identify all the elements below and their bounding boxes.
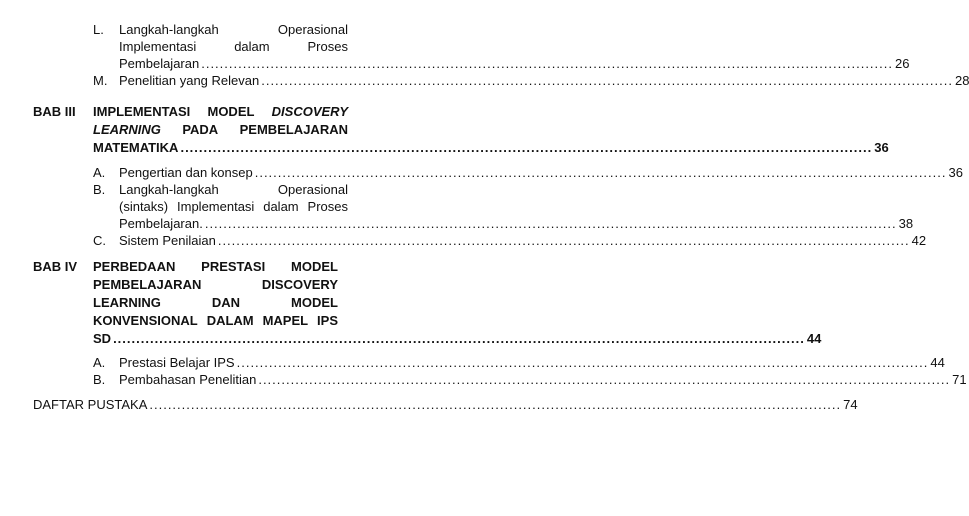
entry-b3B-letter: B. [93, 182, 106, 197]
entry-M-letter: M. [93, 73, 108, 88]
chapter-title-bab4-line1 [93, 259, 338, 275]
leader-dots: ...................................................................................................................................................... [261, 73, 953, 88]
word: MAPEL [262, 313, 309, 328]
chapter-title-bab4-line5: SD [93, 331, 112, 346]
word: MODEL [207, 104, 255, 119]
leader-dots: ...................................................................................................................................................... [201, 56, 893, 71]
word: Proses [307, 199, 348, 214]
word: PEMBELAJARAN [93, 277, 202, 292]
word: PEMBELAJARAN [239, 122, 348, 137]
toc-entry-bab3[interactable] [93, 140, 889, 156]
entry-b3A-letter: A. [93, 165, 106, 180]
toc-entry-b4A[interactable] [119, 355, 945, 371]
word: MODEL [291, 295, 338, 310]
entry-b3B-line2 [119, 199, 348, 215]
word: PADA [182, 122, 219, 137]
page-number: 42 [911, 233, 927, 248]
page-number: 38 [898, 216, 914, 231]
chapter-title-bab4-line4 [93, 313, 338, 329]
toc-entry-b4B[interactable] [119, 372, 967, 388]
toc-entry-b3B[interactable] [119, 216, 914, 232]
entry-b3A-title: Pengertian dan konsep [119, 165, 253, 180]
word: (sintaks) [119, 199, 169, 214]
page-number: 26 [895, 56, 910, 71]
word: Implementasi [119, 39, 197, 54]
leader-dots: ...................................................................................................................................................... [217, 233, 910, 248]
word: LEARNING [93, 295, 161, 310]
word: IMPLEMENTASI [93, 104, 191, 119]
word: Proses [307, 39, 348, 54]
leader-dots: ...................................................................................................................................................... [149, 397, 842, 412]
word: DALAM [206, 313, 254, 328]
entry-b4A-title: Prestasi Belajar IPS [119, 355, 235, 370]
leader-dots: ...................................................................................................................................................... [180, 140, 873, 155]
leader-dots: ...................................................................................................................................................... [113, 331, 805, 346]
word: Operasional [277, 22, 348, 37]
entry-b4B-title: Pembahasan Penelitian [119, 372, 257, 387]
word: DISCOVERY [261, 277, 338, 292]
leader-dots: ...................................................................................................................................................... [204, 216, 897, 231]
word: IPS [317, 313, 338, 328]
toc-entry-b3A[interactable] [119, 165, 963, 181]
entry-b3C-letter: C. [93, 233, 106, 248]
word: KONVENSIONAL [93, 313, 198, 328]
chapter-title-bab3-line3: MATEMATIKA [93, 140, 179, 155]
chapter-title-bab3-line1 [93, 104, 348, 120]
chapter-label-bab3: BAB III [33, 104, 76, 119]
entry-b3C-title: Sistem Penilaian [119, 233, 216, 248]
word: dalam [263, 199, 299, 214]
page-number: 28 [955, 73, 969, 88]
chapter-label-bab4: BAB IV [33, 259, 78, 274]
entry-L-line2 [119, 39, 348, 55]
entry-b4A-letter: A. [93, 355, 106, 370]
entry-L-line1 [119, 22, 348, 38]
chapter-title-bab4-line3 [93, 295, 338, 311]
entry-L-line3: Pembelajaran [119, 56, 200, 71]
word: dalam [234, 39, 270, 54]
toc-entry-b3C[interactable] [119, 233, 927, 249]
leader-dots: ...................................................................................................................................................... [254, 165, 947, 180]
toc-entry-L[interactable] [119, 56, 910, 72]
word: Implementasi [177, 199, 255, 214]
leader-dots: ...................................................................................................................................................... [236, 355, 929, 370]
entry-M-title: Penelitian yang Relevan [119, 73, 260, 88]
entry-b3B-line3: Pembelajaran. [119, 216, 203, 231]
word: DISCOVERY [271, 104, 348, 119]
entry-b4B-letter: B. [93, 372, 106, 387]
page-number: 44 [930, 355, 945, 370]
page-number: 71 [952, 372, 967, 387]
page-number: 74 [843, 397, 858, 412]
word: Langkah-langkah [119, 22, 219, 37]
page-number: 44 [806, 331, 822, 346]
daftar-pustaka-title: DAFTAR PUSTAKA [33, 397, 148, 412]
word: Operasional [277, 182, 348, 197]
word: PERBEDAAN [93, 259, 176, 274]
toc-entry-daftar-pustaka[interactable] [33, 397, 858, 413]
toc-entry-bab4[interactable] [93, 331, 822, 347]
page-number: 36 [874, 140, 889, 155]
chapter-title-bab3-line2 [93, 122, 348, 138]
entry-b3B-line1 [119, 182, 348, 198]
chapter-title-bab4-line2 [93, 277, 338, 293]
word: PRESTASI [201, 259, 266, 274]
toc-entry-M[interactable] [119, 73, 969, 89]
page-number: 36 [948, 165, 963, 180]
entry-L-letter: L. [93, 22, 104, 37]
word: LEARNING [93, 122, 161, 137]
word: Langkah-langkah [119, 182, 219, 197]
word: DAN [211, 295, 241, 310]
word: MODEL [291, 259, 338, 274]
leader-dots: ...................................................................................................................................................... [258, 372, 951, 387]
